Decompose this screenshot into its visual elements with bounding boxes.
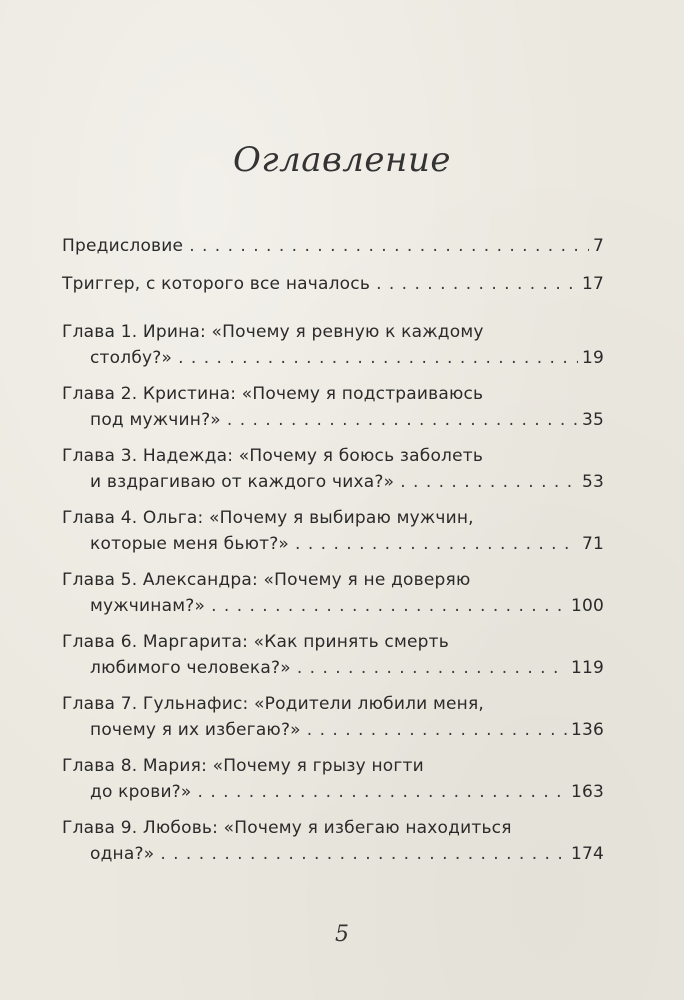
toc-line	[62, 345, 604, 371]
toc-entry-title: Глава 6. Маргарита: «Как принять смерть	[62, 632, 449, 652]
toc-entry-title: Глава 3. Надежда: «Почему я боюсь заболеть	[62, 446, 484, 466]
toc-line	[62, 629, 604, 655]
dot-leader	[376, 271, 578, 297]
toc-line	[62, 815, 604, 841]
toc-entry-title: Глава 4. Ольга: «Почему я выбираю мужчин,	[62, 508, 474, 528]
toc-page-number: 53	[581, 472, 604, 492]
toc-entry-chapter-5	[62, 567, 604, 619]
toc-entry-trigger	[62, 271, 604, 297]
toc-entry-title-cont: мужчинам?»	[90, 596, 206, 616]
toc-line	[62, 505, 604, 531]
toc-entry-chapter-1	[62, 319, 604, 371]
toc-entry-chapter-6	[62, 629, 604, 681]
toc-line	[62, 271, 604, 297]
page-title: Оглавление	[233, 140, 451, 180]
dot-leader	[198, 779, 567, 805]
toc-line	[62, 779, 604, 805]
toc-entry-chapter-8	[62, 753, 604, 805]
toc-page-number: 17	[581, 274, 604, 294]
toc-entry-title: Глава 7. Гульнафис: «Родители любили меня,	[62, 694, 485, 714]
toc-page-number: 19	[581, 348, 604, 368]
toc-entry-title-cont: одна?»	[90, 844, 155, 864]
toc-page-number: 71	[581, 534, 604, 554]
toc-line	[62, 753, 604, 779]
toc-page-number: 35	[581, 410, 604, 430]
toc-entry-preface	[62, 233, 604, 259]
toc-entry-title: Триггер, с которого все началось	[62, 274, 371, 294]
toc-line	[62, 655, 604, 681]
toc-line	[62, 381, 604, 407]
dot-leader	[189, 233, 589, 259]
toc-page-number: 136	[570, 720, 604, 740]
toc-entry-title-cont: и вздрагиваю от каждого чиха?»	[90, 472, 395, 492]
toc-entry-title: Глава 1. Ирина: «Почему я ревную к каждому	[62, 322, 484, 342]
toc-entry-chapter-9	[62, 815, 604, 867]
toc-entry-chapter-4	[62, 505, 604, 557]
toc-line	[62, 531, 604, 557]
toc-page-number: 7	[592, 236, 604, 256]
toc-line	[62, 593, 604, 619]
toc-entry-title: Глава 2. Кристина: «Почему я подстраиваюсь	[62, 384, 484, 404]
toc-line	[62, 841, 604, 867]
page-number: 5	[335, 922, 349, 947]
toc-entry-title: Глава 8. Мария: «Почему я грызу ногти	[62, 756, 424, 776]
toc-entry-title: Глава 9. Любовь: «Почему я избегаю находиться	[62, 818, 512, 838]
dot-leader	[297, 655, 567, 681]
toc-entry-chapter-3	[62, 443, 604, 495]
toc-line	[62, 469, 604, 495]
toc-entry-title-cont: почему я их избегаю?»	[90, 720, 301, 740]
toc-page-number: 100	[570, 596, 604, 616]
toc-page-number: 163	[570, 782, 604, 802]
toc-entry-chapter-2	[62, 381, 604, 433]
toc-page-number: 119	[570, 658, 604, 678]
dot-leader	[160, 841, 567, 867]
toc-entry-title-cont: столбу?»	[90, 348, 173, 368]
dot-leader	[211, 593, 567, 619]
toc-page-number: 174	[570, 844, 604, 864]
dot-leader	[227, 407, 578, 433]
toc-line	[62, 717, 604, 743]
toc-entry-title-cont: которые меня бьют?»	[90, 534, 290, 554]
dot-leader	[295, 531, 578, 557]
table-of-contents	[62, 233, 604, 867]
toc-line	[62, 443, 604, 469]
toc-entry-title: Глава 5. Александра: «Почему я не доверяю	[62, 570, 471, 590]
toc-line	[62, 319, 604, 345]
toc-entry-title-cont: под мужчин?»	[90, 410, 221, 430]
toc-line	[62, 233, 604, 259]
dot-leader	[400, 469, 578, 495]
dot-leader	[178, 345, 578, 371]
toc-entry-title-cont: любимого человека?»	[90, 658, 291, 678]
toc-entry-title-cont: до крови?»	[90, 782, 192, 802]
toc-line	[62, 407, 604, 433]
dot-leader	[307, 717, 567, 743]
toc-entry-chapter-7	[62, 691, 604, 743]
toc-line	[62, 567, 604, 593]
toc-entry-title: Предисловие	[62, 236, 184, 256]
toc-line	[62, 691, 604, 717]
